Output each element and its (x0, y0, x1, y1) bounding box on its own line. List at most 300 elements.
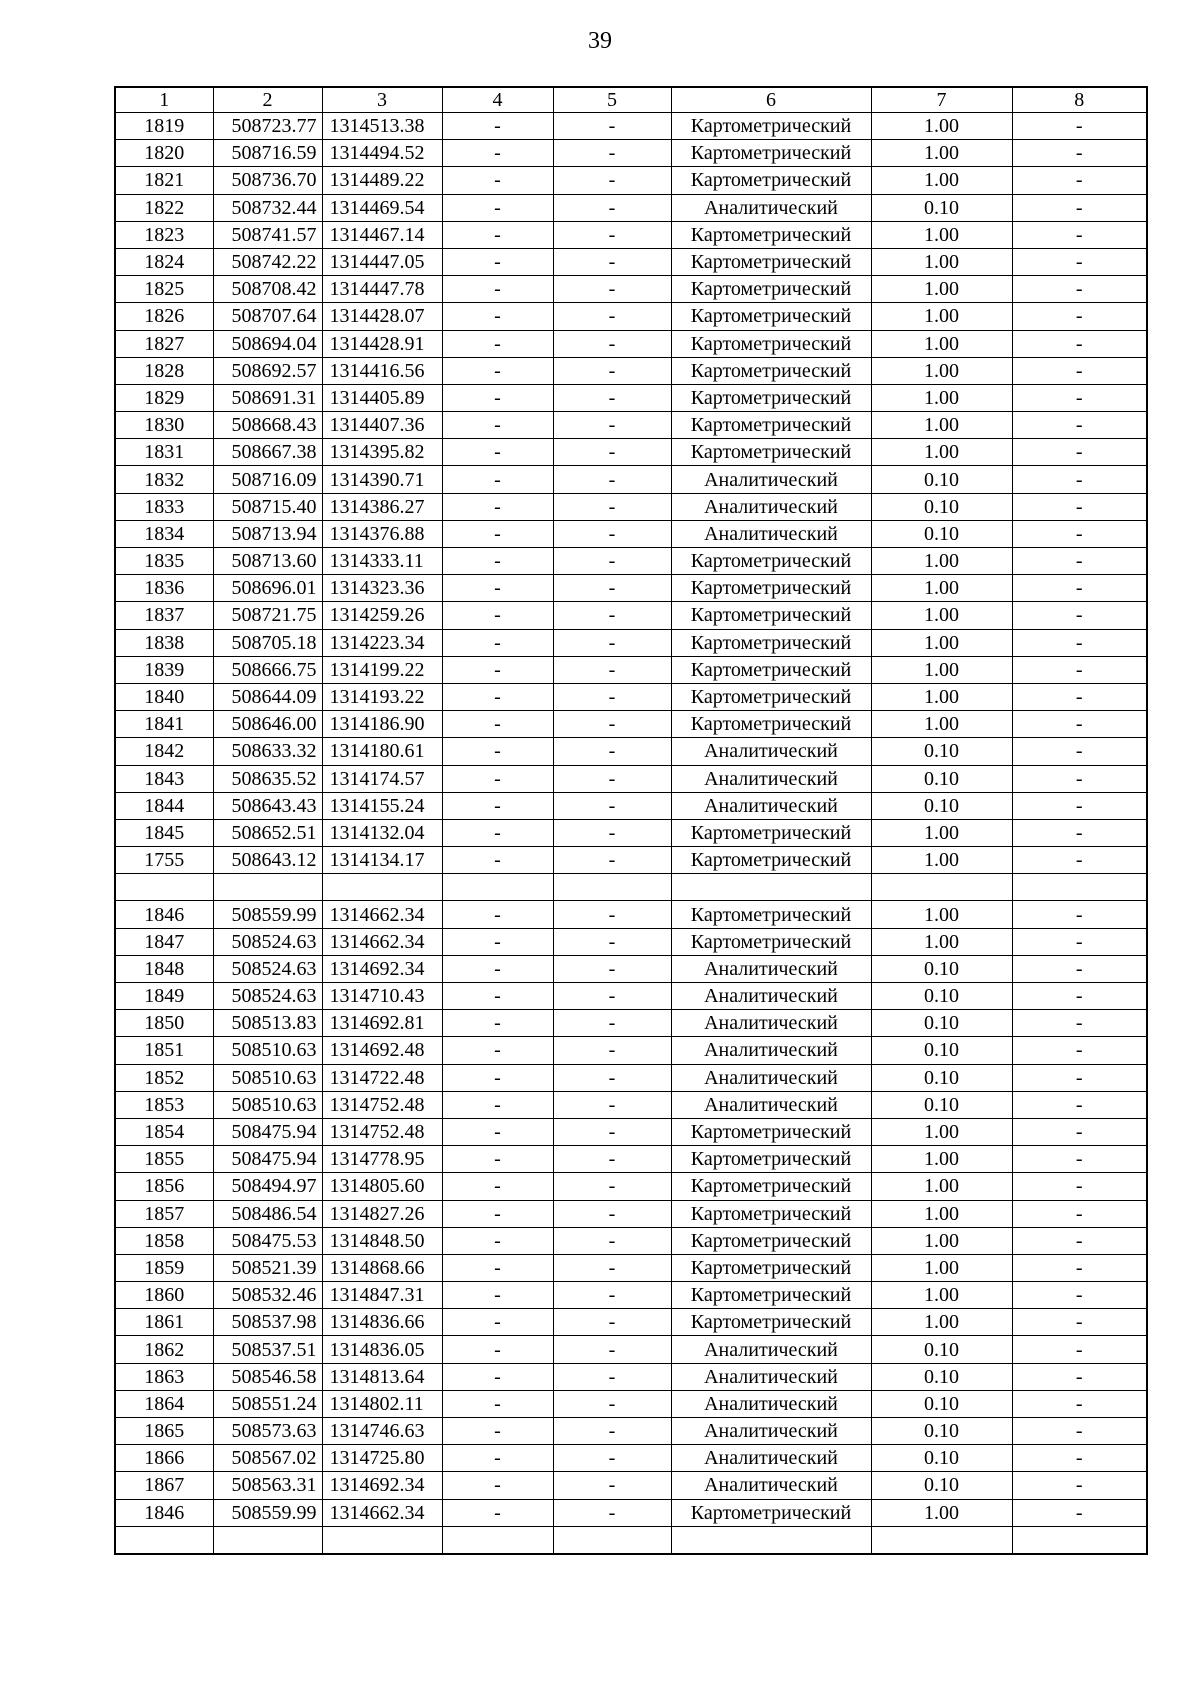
point-number-cell: 1821 (115, 167, 213, 194)
accuracy-cell (871, 1526, 1012, 1554)
column-5-cell: - (553, 1064, 671, 1091)
column-4-cell: - (442, 711, 553, 738)
method-cell: Картометрический (671, 575, 871, 602)
accuracy-cell: 1.00 (871, 602, 1012, 629)
column-5-cell: - (553, 330, 671, 357)
column-4-cell: - (442, 439, 553, 466)
column-8-cell: - (1012, 439, 1147, 466)
y-coordinate-cell (322, 874, 442, 901)
x-coordinate-cell: 508537.51 (213, 1336, 322, 1363)
column-4-cell: - (442, 1200, 553, 1227)
column-4-cell: - (442, 276, 553, 303)
y-coordinate-cell: 1314692.34 (322, 1472, 442, 1499)
column-8-cell: - (1012, 629, 1147, 656)
column-4-cell: - (442, 602, 553, 629)
y-coordinate-cell: 1314813.64 (322, 1363, 442, 1390)
column-8-cell: - (1012, 548, 1147, 575)
column-5-cell: - (553, 1037, 671, 1064)
method-cell: Картометрический (671, 221, 871, 248)
y-coordinate-cell: 1314725.80 (322, 1445, 442, 1472)
column-4-cell: - (442, 847, 553, 874)
method-cell: Картометрический (671, 1282, 871, 1309)
y-coordinate-cell: 1314193.22 (322, 683, 442, 710)
x-coordinate-cell: 508537.98 (213, 1309, 322, 1336)
table-row (115, 548, 1147, 575)
x-coordinate-cell: 508715.40 (213, 493, 322, 520)
y-coordinate-cell: 1314847.31 (322, 1282, 442, 1309)
column-5-cell: - (553, 683, 671, 710)
y-coordinate-cell: 1314180.61 (322, 738, 442, 765)
table-row (115, 1037, 1147, 1064)
x-coordinate-cell: 508635.52 (213, 765, 322, 792)
x-coordinate-cell: 508551.24 (213, 1390, 322, 1417)
table-row (115, 765, 1147, 792)
column-4-cell: - (442, 629, 553, 656)
x-coordinate-cell: 508475.94 (213, 1146, 322, 1173)
column-4-cell: - (442, 330, 553, 357)
table-row (115, 955, 1147, 982)
accuracy-cell: 0.10 (871, 493, 1012, 520)
x-coordinate-cell: 508668.43 (213, 412, 322, 439)
table-row (115, 140, 1147, 167)
table-row (115, 412, 1147, 439)
column-8-cell: - (1012, 1282, 1147, 1309)
table-row (115, 520, 1147, 547)
column-4-cell: - (442, 384, 553, 411)
column-8-cell: - (1012, 738, 1147, 765)
x-coordinate-cell: 508723.77 (213, 113, 322, 140)
column-4-cell: - (442, 792, 553, 819)
method-cell: Картометрический (671, 548, 871, 575)
table-row (115, 629, 1147, 656)
column-4-cell: - (442, 683, 553, 710)
y-coordinate-cell: 1314155.24 (322, 792, 442, 819)
column-8-cell: - (1012, 248, 1147, 275)
table-row (115, 901, 1147, 928)
column-5-cell: - (553, 1227, 671, 1254)
column-8-cell: - (1012, 1091, 1147, 1118)
column-4-cell: - (442, 1336, 553, 1363)
coordinates-table (114, 86, 1148, 1555)
x-coordinate-cell: 508532.46 (213, 1282, 322, 1309)
table-row (115, 167, 1147, 194)
column-4-cell: - (442, 1309, 553, 1336)
column-4-cell: - (442, 466, 553, 493)
x-coordinate-cell: 508524.63 (213, 983, 322, 1010)
x-coordinate-cell: 508633.32 (213, 738, 322, 765)
point-number-cell: 1851 (115, 1037, 213, 1064)
column-8-cell: - (1012, 819, 1147, 846)
accuracy-cell: 1.00 (871, 1309, 1012, 1336)
accuracy-cell: 1.00 (871, 248, 1012, 275)
column-4-cell (442, 1526, 553, 1554)
accuracy-cell: 1.00 (871, 819, 1012, 846)
column-8-cell: - (1012, 1336, 1147, 1363)
column-4-cell: - (442, 1118, 553, 1145)
x-coordinate-cell: 508486.54 (213, 1200, 322, 1227)
column-5-cell: - (553, 548, 671, 575)
table-row (115, 711, 1147, 738)
accuracy-cell: 0.10 (871, 1445, 1012, 1472)
table-row (115, 113, 1147, 140)
column-4-cell: - (442, 575, 553, 602)
x-coordinate-cell: 508559.99 (213, 901, 322, 928)
column-5-cell: - (553, 575, 671, 602)
table-row (115, 1526, 1147, 1554)
method-cell: Картометрический (671, 303, 871, 330)
point-number-cell: 1866 (115, 1445, 213, 1472)
column-8-cell: - (1012, 1363, 1147, 1390)
column-5-cell: - (553, 1499, 671, 1526)
accuracy-cell: 1.00 (871, 221, 1012, 248)
table-row (115, 575, 1147, 602)
accuracy-cell: 0.10 (871, 1363, 1012, 1390)
accuracy-cell: 1.00 (871, 711, 1012, 738)
column-4-cell: - (442, 1227, 553, 1254)
x-coordinate-cell: 508721.75 (213, 602, 322, 629)
point-number-cell: 1840 (115, 683, 213, 710)
method-cell: Аналитический (671, 1037, 871, 1064)
column-header: 3 (322, 87, 442, 113)
column-4-cell: - (442, 248, 553, 275)
accuracy-cell: 1.00 (871, 1282, 1012, 1309)
column-4-cell: - (442, 1363, 553, 1390)
accuracy-cell: 1.00 (871, 1146, 1012, 1173)
column-5-cell: - (553, 384, 671, 411)
column-8-cell: - (1012, 520, 1147, 547)
x-coordinate-cell: 508741.57 (213, 221, 322, 248)
y-coordinate-cell: 1314407.36 (322, 412, 442, 439)
method-cell: Картометрический (671, 384, 871, 411)
method-cell: Аналитический (671, 1472, 871, 1499)
column-8-cell: - (1012, 1309, 1147, 1336)
accuracy-cell: 0.10 (871, 1418, 1012, 1445)
method-cell: Аналитический (671, 792, 871, 819)
column-8-cell: - (1012, 140, 1147, 167)
accuracy-cell: 1.00 (871, 1118, 1012, 1145)
column-4-cell: - (442, 194, 553, 221)
y-coordinate-cell: 1314199.22 (322, 656, 442, 683)
accuracy-cell: 1.00 (871, 1499, 1012, 1526)
column-8-cell: - (1012, 711, 1147, 738)
table-row (115, 1390, 1147, 1417)
point-number-cell: 1863 (115, 1363, 213, 1390)
method-cell: Картометрический (671, 357, 871, 384)
table-row (115, 439, 1147, 466)
column-4-cell: - (442, 1418, 553, 1445)
accuracy-cell: 1.00 (871, 276, 1012, 303)
point-number-cell: 1836 (115, 575, 213, 602)
column-5-cell: - (553, 711, 671, 738)
method-cell: Аналитический (671, 1445, 871, 1472)
accuracy-cell: 1.00 (871, 1227, 1012, 1254)
point-number-cell: 1838 (115, 629, 213, 656)
column-4-cell: - (442, 493, 553, 520)
y-coordinate-cell: 1314469.54 (322, 194, 442, 221)
column-5-cell: - (553, 1472, 671, 1499)
column-5-cell: - (553, 1118, 671, 1145)
accuracy-cell: 0.10 (871, 1037, 1012, 1064)
x-coordinate-cell: 508494.97 (213, 1173, 322, 1200)
y-coordinate-cell: 1314186.90 (322, 711, 442, 738)
y-coordinate-cell: 1314223.34 (322, 629, 442, 656)
column-4-cell: - (442, 412, 553, 439)
x-coordinate-cell: 508510.63 (213, 1091, 322, 1118)
y-coordinate-cell: 1314662.34 (322, 1499, 442, 1526)
table-header-row (115, 87, 1147, 113)
accuracy-cell: 1.00 (871, 656, 1012, 683)
table-row (115, 330, 1147, 357)
point-number-cell: 1822 (115, 194, 213, 221)
method-cell: Картометрический (671, 1173, 871, 1200)
column-5-cell (553, 1526, 671, 1554)
column-5-cell: - (553, 167, 671, 194)
x-coordinate-cell: 508713.94 (213, 520, 322, 547)
column-4-cell: - (442, 357, 553, 384)
table-row (115, 983, 1147, 1010)
y-coordinate-cell: 1314662.34 (322, 928, 442, 955)
point-number-cell: 1819 (115, 113, 213, 140)
column-5-cell: - (553, 113, 671, 140)
point-number-cell: 1860 (115, 1282, 213, 1309)
column-5-cell: - (553, 765, 671, 792)
accuracy-cell: 0.10 (871, 1091, 1012, 1118)
method-cell: Аналитический (671, 1010, 871, 1037)
column-4-cell: - (442, 765, 553, 792)
column-8-cell: - (1012, 1254, 1147, 1281)
column-4-cell (442, 874, 553, 901)
column-4-cell: - (442, 1037, 553, 1064)
column-8-cell: - (1012, 194, 1147, 221)
column-5-cell: - (553, 194, 671, 221)
column-8-cell: - (1012, 384, 1147, 411)
y-coordinate-cell: 1314489.22 (322, 167, 442, 194)
point-number-cell: 1830 (115, 412, 213, 439)
column-8-cell: - (1012, 1118, 1147, 1145)
column-5-cell: - (553, 520, 671, 547)
accuracy-cell: 1.00 (871, 548, 1012, 575)
y-coordinate-cell: 1314467.14 (322, 221, 442, 248)
table-row (115, 792, 1147, 819)
x-coordinate-cell (213, 1526, 322, 1554)
column-4-cell: - (442, 819, 553, 846)
column-8-cell: - (1012, 1010, 1147, 1037)
x-coordinate-cell: 508736.70 (213, 167, 322, 194)
column-8-cell: - (1012, 928, 1147, 955)
column-8-cell: - (1012, 1173, 1147, 1200)
column-5-cell: - (553, 1091, 671, 1118)
y-coordinate-cell: 1314428.91 (322, 330, 442, 357)
point-number-cell: 1865 (115, 1418, 213, 1445)
y-coordinate-cell: 1314802.11 (322, 1390, 442, 1417)
accuracy-cell: 1.00 (871, 629, 1012, 656)
accuracy-cell (871, 874, 1012, 901)
column-header: 5 (553, 87, 671, 113)
column-8-cell (1012, 874, 1147, 901)
y-coordinate-cell: 1314494.52 (322, 140, 442, 167)
method-cell: Картометрический (671, 1227, 871, 1254)
x-coordinate-cell: 508546.58 (213, 1363, 322, 1390)
table-row (115, 1118, 1147, 1145)
x-coordinate-cell: 508692.57 (213, 357, 322, 384)
column-header: 7 (871, 87, 1012, 113)
column-5-cell: - (553, 928, 671, 955)
point-number-cell: 1825 (115, 276, 213, 303)
y-coordinate-cell: 1314386.27 (322, 493, 442, 520)
accuracy-cell: 1.00 (871, 140, 1012, 167)
y-coordinate-cell: 1314323.36 (322, 575, 442, 602)
column-4-cell: - (442, 738, 553, 765)
column-8-cell: - (1012, 466, 1147, 493)
column-8-cell: - (1012, 1200, 1147, 1227)
table-row (115, 683, 1147, 710)
y-coordinate-cell: 1314174.57 (322, 765, 442, 792)
y-coordinate-cell: 1314746.63 (322, 1418, 442, 1445)
y-coordinate-cell: 1314692.48 (322, 1037, 442, 1064)
table-row (115, 1173, 1147, 1200)
column-8-cell: - (1012, 955, 1147, 982)
accuracy-cell: 0.10 (871, 983, 1012, 1010)
point-number-cell: 1826 (115, 303, 213, 330)
column-header: 2 (213, 87, 322, 113)
table-row (115, 1445, 1147, 1472)
column-8-cell (1012, 1526, 1147, 1554)
y-coordinate-cell: 1314836.05 (322, 1336, 442, 1363)
column-4-cell: - (442, 955, 553, 982)
column-5-cell: - (553, 276, 671, 303)
column-5-cell: - (553, 466, 671, 493)
y-coordinate-cell: 1314827.26 (322, 1200, 442, 1227)
x-coordinate-cell (213, 874, 322, 901)
column-5-cell: - (553, 140, 671, 167)
method-cell: Картометрический (671, 1499, 871, 1526)
accuracy-cell: 1.00 (871, 683, 1012, 710)
column-4-cell: - (442, 1091, 553, 1118)
accuracy-cell: 1.00 (871, 1200, 1012, 1227)
x-coordinate-cell: 508563.31 (213, 1472, 322, 1499)
accuracy-cell: 1.00 (871, 303, 1012, 330)
method-cell: Картометрический (671, 113, 871, 140)
y-coordinate-cell: 1314752.48 (322, 1118, 442, 1145)
column-4-cell: - (442, 1010, 553, 1037)
y-coordinate-cell: 1314447.78 (322, 276, 442, 303)
x-coordinate-cell: 508510.63 (213, 1064, 322, 1091)
column-5-cell: - (553, 819, 671, 846)
accuracy-cell: 0.10 (871, 1336, 1012, 1363)
accuracy-cell: 0.10 (871, 765, 1012, 792)
x-coordinate-cell: 508567.02 (213, 1445, 322, 1472)
point-number-cell: 1841 (115, 711, 213, 738)
method-cell: Аналитический (671, 1336, 871, 1363)
table-row (115, 1254, 1147, 1281)
column-4-cell: - (442, 113, 553, 140)
column-5-cell: - (553, 983, 671, 1010)
y-coordinate-cell: 1314836.66 (322, 1309, 442, 1336)
x-coordinate-cell: 508707.64 (213, 303, 322, 330)
column-5-cell: - (553, 847, 671, 874)
method-cell: Картометрический (671, 167, 871, 194)
point-number-cell: 1843 (115, 765, 213, 792)
y-coordinate-cell: 1314513.38 (322, 113, 442, 140)
point-number-cell (115, 1526, 213, 1554)
y-coordinate-cell: 1314778.95 (322, 1146, 442, 1173)
page-number: 39 (588, 28, 612, 54)
point-number-cell: 1837 (115, 602, 213, 629)
column-5-cell: - (553, 901, 671, 928)
accuracy-cell: 1.00 (871, 357, 1012, 384)
method-cell: Аналитический (671, 520, 871, 547)
point-number-cell (115, 874, 213, 901)
x-coordinate-cell: 508708.42 (213, 276, 322, 303)
column-4-cell: - (442, 520, 553, 547)
method-cell: Картометрический (671, 901, 871, 928)
accuracy-cell: 0.10 (871, 792, 1012, 819)
column-4-cell: - (442, 901, 553, 928)
table-row (115, 1010, 1147, 1037)
method-cell: Картометрический (671, 1118, 871, 1145)
table-row (115, 738, 1147, 765)
point-number-cell: 1855 (115, 1146, 213, 1173)
column-5-cell: - (553, 1173, 671, 1200)
x-coordinate-cell: 508713.60 (213, 548, 322, 575)
method-cell: Картометрический (671, 683, 871, 710)
column-4-cell: - (442, 1146, 553, 1173)
column-8-cell: - (1012, 656, 1147, 683)
method-cell: Аналитический (671, 765, 871, 792)
point-number-cell: 1829 (115, 384, 213, 411)
y-coordinate-cell: 1314333.11 (322, 548, 442, 575)
column-8-cell: - (1012, 1472, 1147, 1499)
method-cell: Картометрический (671, 602, 871, 629)
point-number-cell: 1852 (115, 1064, 213, 1091)
x-coordinate-cell: 508742.22 (213, 248, 322, 275)
x-coordinate-cell: 508646.00 (213, 711, 322, 738)
column-4-cell: - (442, 1173, 553, 1200)
column-4-cell: - (442, 548, 553, 575)
accuracy-cell: 1.00 (871, 1254, 1012, 1281)
method-cell: Аналитический (671, 1390, 871, 1417)
x-coordinate-cell: 508716.09 (213, 466, 322, 493)
method-cell: Аналитический (671, 493, 871, 520)
point-number-cell: 1831 (115, 439, 213, 466)
table-row (115, 1146, 1147, 1173)
table-row (115, 602, 1147, 629)
point-number-cell: 1858 (115, 1227, 213, 1254)
point-number-cell: 1849 (115, 983, 213, 1010)
column-8-cell: - (1012, 276, 1147, 303)
accuracy-cell: 1.00 (871, 439, 1012, 466)
column-header: 1 (115, 87, 213, 113)
column-8-cell: - (1012, 1064, 1147, 1091)
column-8-cell: - (1012, 1499, 1147, 1526)
column-5-cell: - (553, 1363, 671, 1390)
table-row (115, 303, 1147, 330)
point-number-cell: 1853 (115, 1091, 213, 1118)
method-cell: Картометрический (671, 819, 871, 846)
y-coordinate-cell: 1314428.07 (322, 303, 442, 330)
point-number-cell: 1859 (115, 1254, 213, 1281)
column-4-cell: - (442, 928, 553, 955)
method-cell (671, 874, 871, 901)
column-5-cell: - (553, 248, 671, 275)
column-5-cell: - (553, 738, 671, 765)
point-number-cell: 1844 (115, 792, 213, 819)
table-body (115, 113, 1147, 1554)
y-coordinate-cell: 1314259.26 (322, 602, 442, 629)
method-cell: Картометрический (671, 847, 871, 874)
column-header: 8 (1012, 87, 1147, 113)
column-5-cell: - (553, 602, 671, 629)
